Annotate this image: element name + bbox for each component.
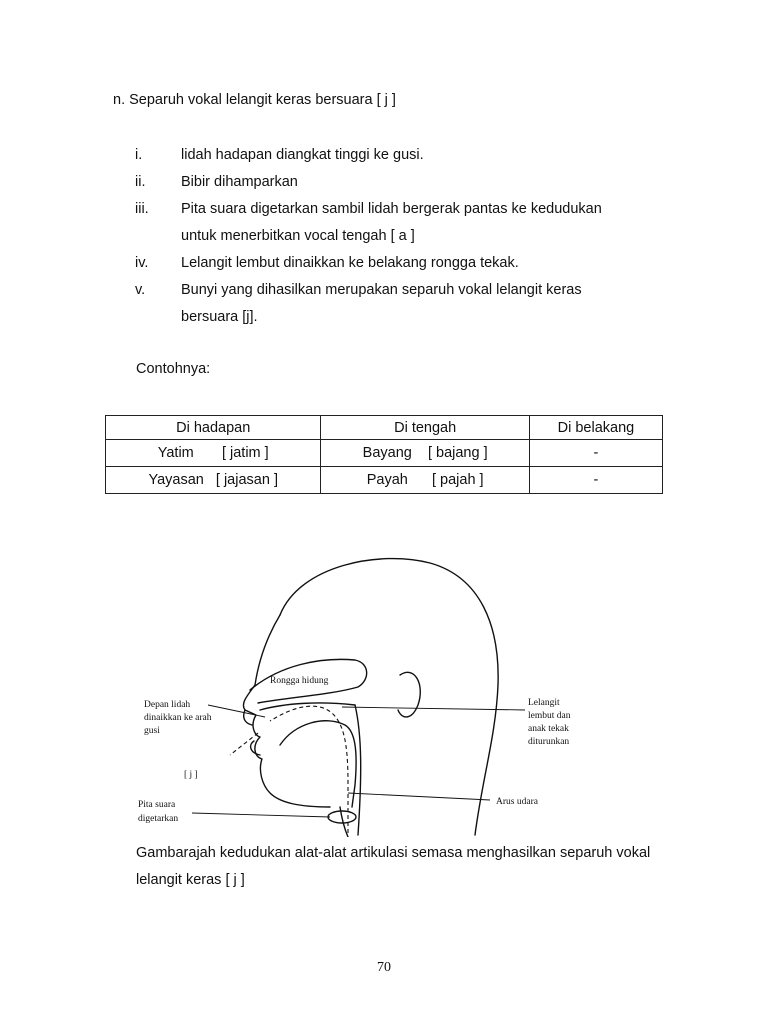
table-cell: - — [529, 467, 662, 494]
label-lelangit: diturunkan — [528, 737, 570, 747]
label-lelangit: lembut dan — [528, 711, 571, 721]
item-number: v. — [135, 282, 146, 298]
label-pita-suara: digetarkan — [138, 814, 179, 824]
label-rongga-hidung: Rongga hidung — [270, 676, 329, 686]
label-depan-lidah: Depan lidah — [144, 700, 191, 710]
table-cell: Payah [ pajah ] — [321, 467, 529, 494]
table-cell: - — [529, 440, 662, 467]
figure-caption: Gambarajah kedudukan alat-alat artikulasi semasa menghasilkan separuh vokal lelangit keras [ j ] — [136, 845, 651, 888]
item-text: lidah hadapan diangkat tinggi ke gusi. — [181, 147, 424, 163]
item-number: iv. — [135, 255, 149, 271]
table-row — [106, 440, 663, 467]
head-outline — [280, 559, 498, 835]
articulation-diagram — [130, 545, 590, 842]
face-profile — [243, 615, 330, 807]
table-cell: Bayang [ bajang ] — [321, 440, 529, 467]
page-number: 70 — [377, 960, 391, 975]
label-bunyi-j: [ j ] — [184, 770, 198, 780]
label-lelangit: anak tekak — [528, 724, 569, 734]
column-header: Di tengah — [321, 416, 529, 440]
label-depan-lidah: dinaikkan ke arah — [144, 713, 212, 723]
examples-label: Contohnya: — [136, 361, 211, 377]
item-number: ii. — [135, 174, 146, 190]
item-text: Bibir dihamparkan — [181, 174, 298, 190]
table-cell: Yayasan [ jajasan ] — [106, 467, 321, 494]
table-row — [106, 467, 663, 494]
label-arus-udara: Arus udara — [496, 797, 538, 807]
item-text: bersuara [j]. — [181, 309, 258, 325]
item-text: Lelangit lembut dinaikkan ke belakang rongga tekak. — [181, 255, 519, 271]
item-number: iii. — [135, 201, 149, 217]
head-cross-section-drawing — [130, 545, 590, 837]
table-cell: Yatim [ jatim ] — [106, 440, 321, 467]
table-header-row — [106, 416, 663, 440]
label-lelangit: Lelangit — [528, 698, 560, 708]
column-header: Di belakang — [529, 416, 662, 440]
examples-table — [105, 415, 663, 494]
item-text: untuk menerbitkan vocal tengah [ a ] — [181, 228, 415, 244]
label-depan-lidah: gusi — [144, 726, 160, 736]
item-number: i. — [135, 147, 143, 163]
label-pita-suara: Pita suara — [138, 800, 176, 810]
item-text: Pita suara digetarkan sambil lidah bergerak pantas ke kedudukan — [181, 201, 602, 217]
section-heading: n. Separuh vokal lelangit keras bersuara [ j ] — [113, 92, 396, 108]
airflow-path — [270, 706, 348, 833]
item-text: Bunyi yang dihasilkan merupakan separuh vokal lelangit keras — [181, 282, 582, 298]
ear-outline — [398, 672, 420, 717]
column-header: Di hadapan — [106, 416, 321, 440]
tongue — [280, 721, 356, 807]
